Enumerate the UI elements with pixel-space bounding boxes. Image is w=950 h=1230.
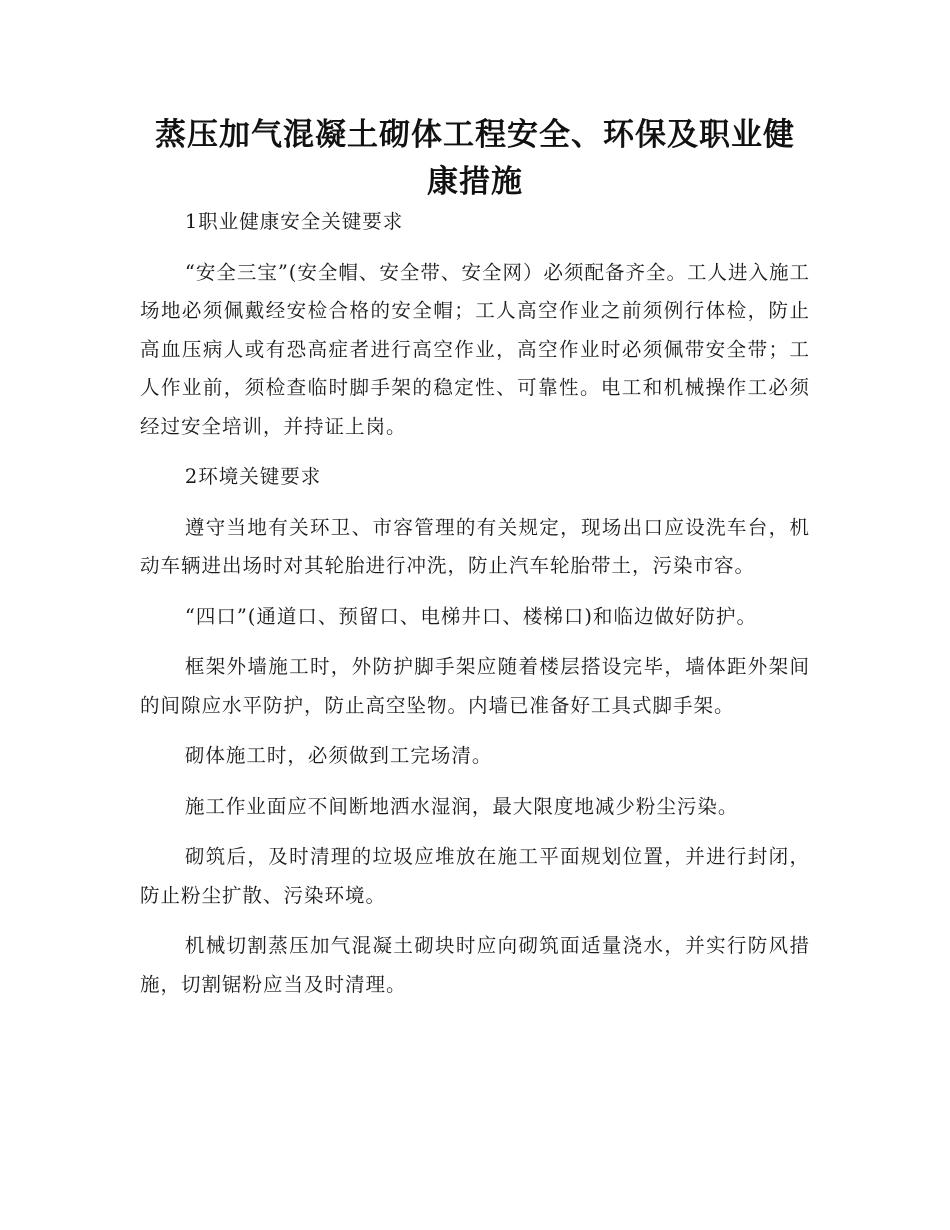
paragraph: “四口”(通道口、预留口、电梯井口、楼梯口)和临边做好防护。	[184, 604, 757, 628]
paragraph: “安全三宝”(安全帽、安全带、安全网）必须配备齐全。工人进入施工场地必须佩戴经安检合格的安全帽；工人高空作业之前须例行体检，防止高血压病人或有恐高症者进行高空作业，高空作业时必须佩带安全带；工人作业前，须检查临时脚手架的稳定性、可靠性。电工和机械操作工必须经过安全培训，并持证上岗。	[140, 260, 810, 438]
page-title: 蒸压加气混凝土砌体工程安全、环保及职业健康措施	[155, 117, 795, 200]
paragraph: 机械切割蒸压加气混凝土砌块时应向砌筑面适量浇水，并实行防风措施，切割锯粉应当及时清理。	[140, 934, 810, 996]
paragraph: 砌体施工时，必须做到工完场清。	[184, 744, 493, 767]
document-body	[140, 203, 810, 1016]
section-heading-2: 2环境关键要求	[184, 465, 322, 488]
section-heading-1: 1职业健康安全关键要求	[184, 210, 404, 233]
paragraph: 砌筑后，及时清理的垃圾应堆放在施工平面规划位置，并进行封闭，防止粉尘扩散、污染环境。	[140, 845, 810, 907]
paragraph: 遵守当地有关环卫、市容管理的有关规定，现场出口应设洗车台，机动车辆进出场时对其轮胎进行冲洗，防止汽车轮胎带土，污染市容。	[140, 515, 810, 577]
paragraph: 框架外墙施工时，外防护脚手架应随着楼层搭设完毕，墙体距外架间的间隙应水平防护，防止高空坠物。内墙已准备好工具式脚手架。	[140, 655, 810, 717]
paragraph: 施工作业面应不间断地洒水湿润，最大限度地减少粉尘污染。	[184, 794, 739, 818]
